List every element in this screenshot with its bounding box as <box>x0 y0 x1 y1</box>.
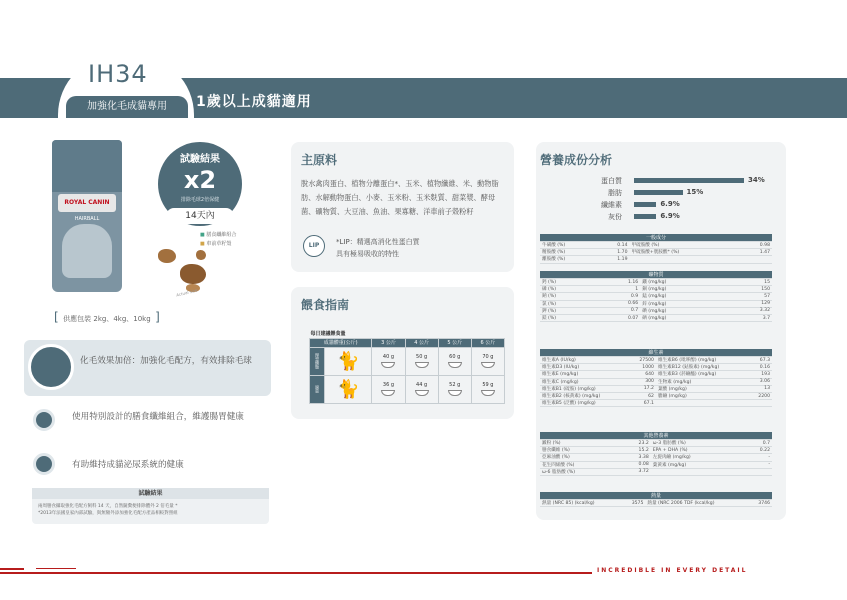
nutrient-name: 膽鹼 (mg/kg) <box>656 392 749 399</box>
table-row <box>540 307 772 314</box>
nutrient-value: 3.7 <box>728 314 772 321</box>
ideal-cell <box>438 347 471 375</box>
others-table <box>540 432 772 476</box>
bar-label: 蛋白質 <box>601 177 622 185</box>
nutrient-value <box>741 468 772 475</box>
nutrient-name: 生物素 (mg/kg) <box>656 378 749 385</box>
ideal-amount: 60 g <box>449 354 461 360</box>
nutrient-name: 左旋肉鹼 (mg/kg) <box>651 454 742 461</box>
nutrient-value: 300 <box>629 378 656 385</box>
table-row <box>540 300 772 307</box>
nutrient-name <box>630 256 742 263</box>
overweight-cell <box>438 375 471 403</box>
nutrient-value <box>741 256 772 263</box>
legend-dot-yellow: ■ <box>200 241 205 247</box>
lip-note: *LIP：精選高消化性蛋白質 具有極易吸收的特性 <box>336 238 420 258</box>
nutrient-name: 鈉 (%) <box>540 293 596 300</box>
nutrient-value: 17.2 <box>629 385 656 392</box>
nutrient-name: 鉀 (%) <box>540 307 596 314</box>
footer-line <box>0 572 592 574</box>
bar-label: 灰份 <box>608 213 622 221</box>
nutrient-value: 27500 <box>629 357 656 364</box>
trial-note: 排除毛球2倍保健 <box>180 197 220 203</box>
nutrient-value: 3.38 <box>620 454 651 461</box>
table-row <box>540 378 772 385</box>
row-label-overweight: 過重 <box>310 375 325 403</box>
section-energy: 熱量 <box>540 492 772 500</box>
digestive-icon <box>33 409 55 431</box>
bar-label: 纖維素 <box>601 201 622 209</box>
nutrient-value: 1000 <box>629 364 656 371</box>
nutrient-value: 193 <box>749 371 772 378</box>
nutrient-name: 澱粉 (%) <box>540 440 620 447</box>
nutrient-name: 亞麻油酸 (%) <box>540 454 620 461</box>
bowl-icon <box>448 362 462 368</box>
product-label: 加強化毛成貓專用 <box>66 96 188 118</box>
table-row <box>540 500 772 507</box>
trial-legend <box>200 231 236 249</box>
nutrient-value: 0.9 <box>596 293 640 300</box>
minerals-table <box>540 271 772 322</box>
nutrient-name: EPA + DHA (%) <box>651 447 742 454</box>
bowl-icon <box>481 390 495 396</box>
table-row <box>540 371 772 378</box>
nutrient-value: 3746 <box>749 500 772 507</box>
section-general: 一般成分 <box>540 234 772 242</box>
nutrient-value: 1.70 <box>599 249 630 256</box>
nutrient-value: 0.08 <box>620 461 651 468</box>
footer-slogan: INCREDIBLE IN EVERY DETAIL <box>597 567 748 574</box>
nutrient-name: 碘 (mg/kg) <box>640 307 728 314</box>
nutrient-name: 維生素B6 (吡哆醇) (mg/kg) <box>656 357 749 364</box>
nutrient-name: 維生素B2 (核黃素) (mg/kg) <box>540 392 629 399</box>
nutrient-name: 鐵 (mg/kg) <box>640 279 728 286</box>
nutrient-value: 0.22 <box>741 447 772 454</box>
cat-photo <box>62 224 112 278</box>
overweight-cell <box>372 375 405 403</box>
feeding-table <box>309 329 505 404</box>
bar-fill <box>634 178 744 183</box>
table-row <box>540 468 772 475</box>
nutrient-value: 3.32 <box>728 307 772 314</box>
nutrient-name: 磷 (%) <box>540 286 596 293</box>
nutrient-name: 熱量 (NRC 85) (kcal/kg) <box>540 500 623 507</box>
feature-2-text: 使用特別設計的膳食纖維組合，維護腸胃健康 <box>72 412 244 422</box>
nutrient-name: ω-3 脂肪酸 (%) <box>651 440 742 447</box>
ingredients-text: 脫水禽肉蛋白、植物分離蛋白*、玉米、植物纖維、米、動物脂肪、水解動物蛋白、小麥、玉米粉、玉米麩質、甜菜漿、酵母菌、礦物質、大豆油、魚油、果寡糖、洋車前子殼粉籽 <box>301 179 499 216</box>
package-sizes-text: 供應包裝 2kg、4kg、10kg <box>63 315 151 323</box>
table-row <box>540 461 772 468</box>
ideal-amount: 40 g <box>382 354 395 360</box>
table-row <box>540 314 772 321</box>
table-row <box>540 440 772 447</box>
nutrient-name: 牛磺酸 (%) <box>540 242 599 249</box>
trial-result-title: 試驗結果 <box>180 154 220 165</box>
nutrient-value: 1.47 <box>741 249 772 256</box>
nutrient-value: 3.06 <box>749 378 772 385</box>
nutrient-value: 0.07 <box>596 314 640 321</box>
table-row <box>540 242 772 249</box>
trial-multiplier: x2 <box>183 166 217 194</box>
table-row <box>540 286 772 293</box>
ideal-cell <box>372 347 405 375</box>
section-others: 其他營養素 <box>540 432 772 440</box>
ingredients-title: 主原料 <box>301 153 338 167</box>
ideal-cell <box>405 347 438 375</box>
hairball-icon <box>28 344 74 390</box>
nutrient-value: 150 <box>728 286 772 293</box>
nutrient-name: 鋅 (mg/kg) <box>640 300 728 307</box>
legend-2: 車前草籽殼 <box>206 241 232 247</box>
trial-box-title: 試驗結果 <box>32 488 269 499</box>
overweight-cell <box>471 375 504 403</box>
table-row <box>540 364 772 371</box>
bar-fill <box>634 190 683 195</box>
nutrient-name: 離胺酸 (%) <box>540 256 599 263</box>
bracket-left: [ <box>54 310 59 324</box>
nutrient-name: 維生素B5 (泛酸) (mg/kg) <box>540 400 629 407</box>
urinary-icon <box>33 453 55 475</box>
nutrient-value: 15 <box>728 279 772 286</box>
overweight-amount: 52 g <box>449 382 461 388</box>
nutrient-name: 銅 (mg/kg) <box>640 286 728 293</box>
row-label-ideal: 理想體態 <box>310 347 325 375</box>
nutrient-value: 62 <box>629 392 656 399</box>
nutrient-name: 維生素C (mg/kg) <box>540 378 629 385</box>
nutrient-value: 2200 <box>749 392 772 399</box>
overweight-cell <box>405 375 438 403</box>
nutrient-name: 維生素D3 (IU/kg) <box>540 364 629 371</box>
product-bag-image <box>52 140 122 292</box>
bowl-icon <box>381 362 395 368</box>
nutrient-value: - <box>741 454 772 461</box>
header-subtitle: 1歲以上成貓適用 <box>196 94 312 110</box>
legend-dot-green: ■ <box>200 232 205 238</box>
nutrient-name: 鈣 (%) <box>540 279 596 286</box>
nutrient-name: 葉酸 (mg/kg) <box>656 385 749 392</box>
nutrient-name: 維生素B3 (菸鹼醯) (mg/kg) <box>656 371 749 378</box>
nutrient-value: 23.2 <box>620 440 651 447</box>
footer-accent-line <box>0 568 24 570</box>
nutrient-value: 13 <box>749 385 772 392</box>
bracket-right: ] <box>155 310 160 324</box>
package-sizes <box>54 310 160 324</box>
nutrient-name: ω-6 脂肪酸 (%) <box>540 468 620 475</box>
nutrient-value: 3.72 <box>620 468 651 475</box>
overweight-amount: 36 g <box>382 382 395 388</box>
bag-top <box>52 140 122 192</box>
nutrient-name: 精胺酸 (%) <box>540 249 599 256</box>
nutrient-name: 氯 (%) <box>540 300 596 307</box>
weight-col-4: 6 公斤 <box>471 338 504 347</box>
nutrient-name: 葉黃素 (mg/kg) <box>651 461 742 468</box>
vitamins-table <box>540 349 772 407</box>
feeding-guide-title: 餵食指南 <box>301 298 350 312</box>
kibble-image <box>196 250 206 260</box>
nutrient-name: 甲硫胺酸+胱胺酸* (%) <box>630 249 742 256</box>
cat-ideal-icon: 🐈 <box>325 347 372 375</box>
nutrient-name: 熱量 (NRC 2006 TDF (kcal/kg) <box>645 500 749 507</box>
nutrient-name: 錳 (mg/kg) <box>640 293 728 300</box>
table-row <box>540 357 772 364</box>
kibble-image <box>158 249 176 263</box>
feature-1-text: 化毛效果加倍：加強化毛配方，有效排除毛球 <box>80 356 252 366</box>
nutrient-value: 1.16 <box>596 279 640 286</box>
brand-logo: ROYAL CANIN <box>58 194 116 212</box>
overweight-amount: 44 g <box>416 382 428 388</box>
trial-box-body: 兩周膳食攝取強化毛配方飼料 14 天，自然隨糞便排除體外 2 倍毛量 * *2013年法國皇家內部試驗，與無額外添加強化毛配方產品相較對照組 <box>38 504 178 516</box>
nutrient-value: 15.2 <box>620 447 651 454</box>
bowl-icon <box>415 362 429 368</box>
section-vitamins: 維生素 <box>540 349 772 357</box>
bar-value: 15% <box>686 188 704 196</box>
ideal-cell <box>471 347 504 375</box>
overweight-amount: 59 g <box>482 382 494 388</box>
ideal-amount: 70 g <box>482 354 494 360</box>
bar-value: 34% <box>748 176 765 184</box>
nutrient-value: 0.98 <box>741 242 772 249</box>
nutrient-name: 膳食纖維 (%) <box>540 447 620 454</box>
nutrient-name: 鎂 (%) <box>540 314 596 321</box>
nutrient-value: 640 <box>629 371 656 378</box>
nutrient-name: 維生素B12 (鈷胺素) (mg/kg) <box>656 364 749 371</box>
bar-value: 6.9% <box>660 212 680 220</box>
nutrient-name: 甲硫胺酸 (%) <box>630 242 742 249</box>
nutrient-value <box>749 400 772 407</box>
table-row <box>540 454 772 461</box>
bowl-icon <box>415 390 429 396</box>
general-table <box>540 234 772 264</box>
nutrient-value: 0.14 <box>599 242 630 249</box>
nutrient-name <box>651 468 742 475</box>
nutrient-value: 0.7 <box>741 440 772 447</box>
nutrient-value: 1.19 <box>599 256 630 263</box>
bar-fill <box>634 202 656 207</box>
table-row <box>540 279 772 286</box>
nutrient-value: 0.7 <box>596 307 640 314</box>
weight-col-1: 3 公斤 <box>372 338 405 347</box>
bar-label: 脂肪 <box>608 189 622 197</box>
nutrient-value: 57 <box>728 293 772 300</box>
weight-col-2: 4 公斤 <box>405 338 438 347</box>
nutrient-name: 維生素B1 (硫胺) (mg/kg) <box>540 385 629 392</box>
trial-days: 14天內 <box>166 208 234 224</box>
section-minerals: 礦物質 <box>540 271 772 279</box>
table-row <box>540 256 772 263</box>
feeding-header-label: 成貓體重(公斤) <box>310 338 372 347</box>
nutrient-name: 花生四烯酸 (%) <box>540 461 620 468</box>
nutrition-title: 營養成份分析 <box>540 153 613 167</box>
cat-overweight-icon: 🐈 <box>325 375 372 403</box>
table-row <box>540 293 772 300</box>
kibble-image <box>180 264 206 284</box>
nutrient-value: 3575 <box>623 500 646 507</box>
bag-product-name: HAIRBALL <box>74 216 100 222</box>
lip-icon: LIP <box>303 235 325 257</box>
nutrient-name <box>656 400 749 407</box>
nutrient-value: 1 <box>596 286 640 293</box>
bar-value: 6.9% <box>660 200 680 208</box>
weight-col-3: 5 公斤 <box>438 338 471 347</box>
nutrient-name: 維生素E (mg/kg) <box>540 371 629 378</box>
feeding-caption: 每日建議餵食量 <box>310 330 346 337</box>
table-row <box>540 400 772 407</box>
table-row <box>540 385 772 392</box>
nutrient-value: 67.1 <box>629 400 656 407</box>
table-row <box>540 392 772 399</box>
energy-table <box>540 492 772 507</box>
nutrient-name: 硒 (mg/kg) <box>640 314 728 321</box>
nutrient-name: 維生素A (IU/kg) <box>540 357 629 364</box>
bowl-icon <box>381 390 395 396</box>
bar-fill <box>634 214 656 219</box>
nutrient-value: 129 <box>728 300 772 307</box>
kibble-size-note: Actual size <box>175 287 198 298</box>
table-row <box>540 249 772 256</box>
nutrient-value: 67.3 <box>749 357 772 364</box>
bowl-icon <box>481 362 495 368</box>
table-row <box>540 447 772 454</box>
nutrient-value: 0.66 <box>596 300 640 307</box>
feature-3-text: 有助維持成貓泌尿系統的健康 <box>72 460 184 470</box>
nutrient-value: - <box>741 461 772 468</box>
footer-accent-line <box>36 568 76 569</box>
bowl-icon <box>448 390 462 396</box>
nutrient-value: 0.16 <box>749 364 772 371</box>
ideal-amount: 50 g <box>416 354 428 360</box>
legend-1: 膳食纖維組合 <box>206 232 237 238</box>
product-code: IH34 <box>88 60 148 88</box>
